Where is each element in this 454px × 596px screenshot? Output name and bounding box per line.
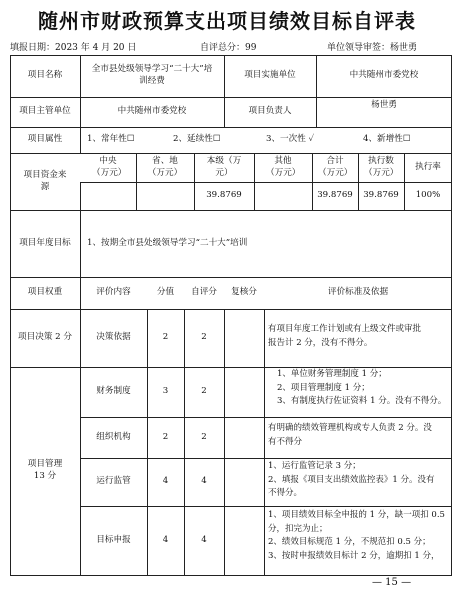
finance-criteria: 1、单位财务管理制度 1 分； 2、项目管理制度 1 分； 3、有制度执行佐证资料 1 分。没有不得分。 <box>277 369 447 407</box>
funding-executed-value: 39.8769 <box>363 190 399 201</box>
header-review-score: 复核分 <box>231 287 257 298</box>
organization-self-score: 2 <box>201 431 207 442</box>
target-declaration-points: 4 <box>162 534 169 545</box>
header-self-score: 自评分 <box>191 287 217 298</box>
target-declaration-self-score: 4 <box>201 534 207 545</box>
annual-goal-label: 项目年度目标 <box>19 237 71 248</box>
organization-points: 2 <box>162 431 169 442</box>
operation-self-score: 4 <box>201 476 207 487</box>
finance-content: 财务制度 <box>96 386 131 397</box>
header-weight: 项目权重 <box>27 287 63 298</box>
attribute-label: 项目属性 <box>27 134 63 145</box>
attribute-option-onetime: 3、一次性 ✓ <box>266 134 315 145</box>
header-criteria: 评价标准及依据 <box>327 287 389 298</box>
implementing-unit-label: 项目实施单位 <box>244 70 296 81</box>
funding-province-value <box>136 182 194 210</box>
total-score: 自评总分：99 <box>200 43 257 53</box>
funding-total-header: 合计（万元） <box>318 155 353 178</box>
organization-criteria: 有明确的绩效管理机构或专人负责 2 分。没 有不得分 <box>268 423 432 447</box>
annual-goal-text: 1、按期全市县处级领导学习“二十大”培训 <box>87 237 248 248</box>
target-declaration-content: 目标申报 <box>96 534 131 545</box>
project-leader-label: 项目负责人 <box>248 106 292 117</box>
decision-points: 2 <box>162 332 169 343</box>
leader-signoff: 单位领导审签：杨世勇 <box>327 43 418 53</box>
finance-self-score: 2 <box>201 386 207 397</box>
funding-executed-header: 执行数（万元） <box>364 155 399 178</box>
finance-points: 3 <box>162 386 169 397</box>
funding-central-header: 中央（万元） <box>92 155 127 178</box>
funding-local-header: 本级（万元） <box>206 155 242 178</box>
funding-source-label: 项目资金来源 <box>23 169 67 192</box>
funding-central-value <box>80 182 136 210</box>
operation-content: 运行监管 <box>96 476 131 487</box>
project-leader-value: 杨世勇 <box>371 100 397 111</box>
fill-date: 填报日期：2023 年 4 月 20 日 <box>10 43 137 53</box>
attribute-option-continuing: 2、延续性☐ <box>173 134 221 145</box>
funding-rate-value: 100% <box>415 190 441 201</box>
decision-criteria: 有项目年度工作计划或有上级文件或审批 报告计 2 分，没有不得分。 <box>268 324 422 348</box>
project-name-label: 项目名称 <box>27 70 63 81</box>
attribute-option-annual: 1、常年性☐ <box>87 134 135 145</box>
attribute-option-new: 4、新增性☐ <box>363 134 411 145</box>
funding-province-header: 省、地（万元） <box>147 155 183 178</box>
funding-local-value: 39.8769 <box>206 190 242 201</box>
page-number: — 15 — <box>372 577 412 588</box>
funding-other-header: 其他（万元） <box>266 155 301 178</box>
evaluation-table <box>10 55 452 575</box>
funding-rate-header: 执行率 <box>415 161 441 172</box>
target-declaration-criteria: 1、项目绩效目标全申报的 1 分，缺一项扣 0.5 分，扣完为止； 2、绩效目标规范 1 分，不规范扣 0.5 分； 3、按时申报绩效目标计 2 分，逾期扣 1 分， <box>268 510 445 561</box>
operation-points: 4 <box>162 476 169 487</box>
header-content: 评价内容 <box>96 287 131 298</box>
project-name-value: 全市县处级领导学习“二十大”培训经费 <box>91 64 213 86</box>
funding-total-value: 39.8769 <box>317 190 353 201</box>
operation-criteria: 1、运行监管记录 3 分； 2、填报《项目支出绩效监控表》1 分。没有 不得分。 <box>268 461 435 499</box>
decision-group: 项目决策 2 分 <box>18 332 72 343</box>
management-group: 项目管理 13 分 <box>27 459 63 481</box>
supervising-unit-label: 项目主管单位 <box>19 106 71 117</box>
organization-content: 组织机构 <box>96 431 131 442</box>
header-points: 分值 <box>156 287 175 298</box>
funding-other-value <box>254 182 312 210</box>
supervising-unit-value: 中共随州市委党校 <box>117 106 187 117</box>
page-title: 随州市财政预算支出项目绩效目标自评表 <box>38 9 416 33</box>
decision-self-score: 2 <box>201 332 207 343</box>
decision-content: 决策依据 <box>96 332 131 343</box>
implementing-unit-value: 中共随州市委党校 <box>349 70 419 81</box>
